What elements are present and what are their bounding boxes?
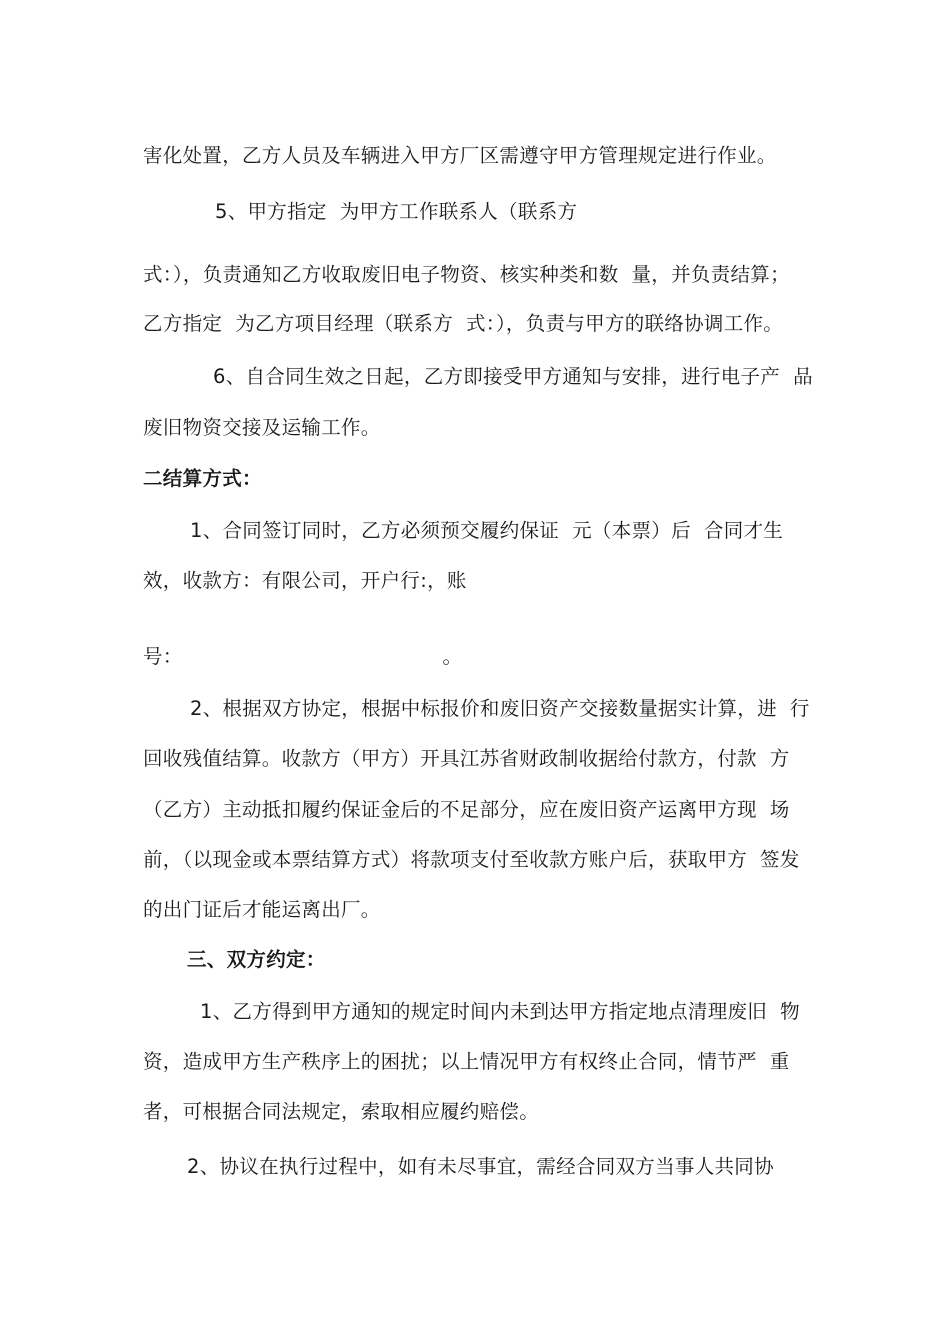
text-line: 资，造成甲方生产秩序上的困扰；以上情况甲方有权终止合同，情节严 重: [143, 1050, 790, 1073]
text-line: 的出门证后才能运离出厂。: [143, 898, 381, 921]
text-line: 1、乙方得到甲方通知的规定时间内未到达甲方指定地点清理废旧 物: [200, 1000, 800, 1023]
text-line: 6、自合同生效之日起，乙方即接受甲方通知与安排，进行电子产 品: [213, 365, 813, 388]
text-line: 号： 。: [143, 645, 463, 668]
text-line: 回收残值结算。收款方（甲方）开具江苏省财政制收据给付款方，付款 方: [143, 747, 790, 770]
text-line: 效，收款方：有限公司，开户行:，账: [143, 569, 467, 592]
text-line: 乙方指定 为乙方项目经理（联系方 式：），负责与甲方的联络协调工作。: [143, 312, 784, 335]
text-line: 2、根据双方协定，根据中标报价和废旧资产交接数量据实计算，进 行: [190, 697, 810, 720]
text-line: 害化处置，乙方人员及车辆进入甲方厂区需遵守甲方管理规定进行作业。: [143, 144, 777, 167]
text-line: （乙方）主动抵扣履约保证金后的不足部分，应在废旧资产运离甲方现 场: [143, 798, 790, 821]
text-line: 1、合同签订同时，乙方必须预交履约保证 元（本票）后 合同才生: [190, 519, 784, 542]
text-line: 5、甲方指定 为甲方工作联系人（联系方: [215, 200, 578, 223]
text-line: 前，（以现金或本票结算方式）将款项支付至收款方账户后，获取甲方 签发: [143, 848, 800, 871]
section-heading: 三、双方约定：: [187, 948, 326, 971]
section-heading: 二结算方式：: [143, 467, 262, 490]
text-line: 2、协议在执行过程中，如有未尽事宜，需经合同双方当事人共同协: [187, 1155, 774, 1178]
text-line: 者，可根据合同法规定，索取相应履约赔偿。: [143, 1100, 540, 1123]
text-line: 废旧物资交接及运输工作。: [143, 416, 381, 439]
text-line: 式：），负责通知乙方收取废旧电子物资、核实种类和数 量，并负责结算；: [143, 263, 790, 286]
